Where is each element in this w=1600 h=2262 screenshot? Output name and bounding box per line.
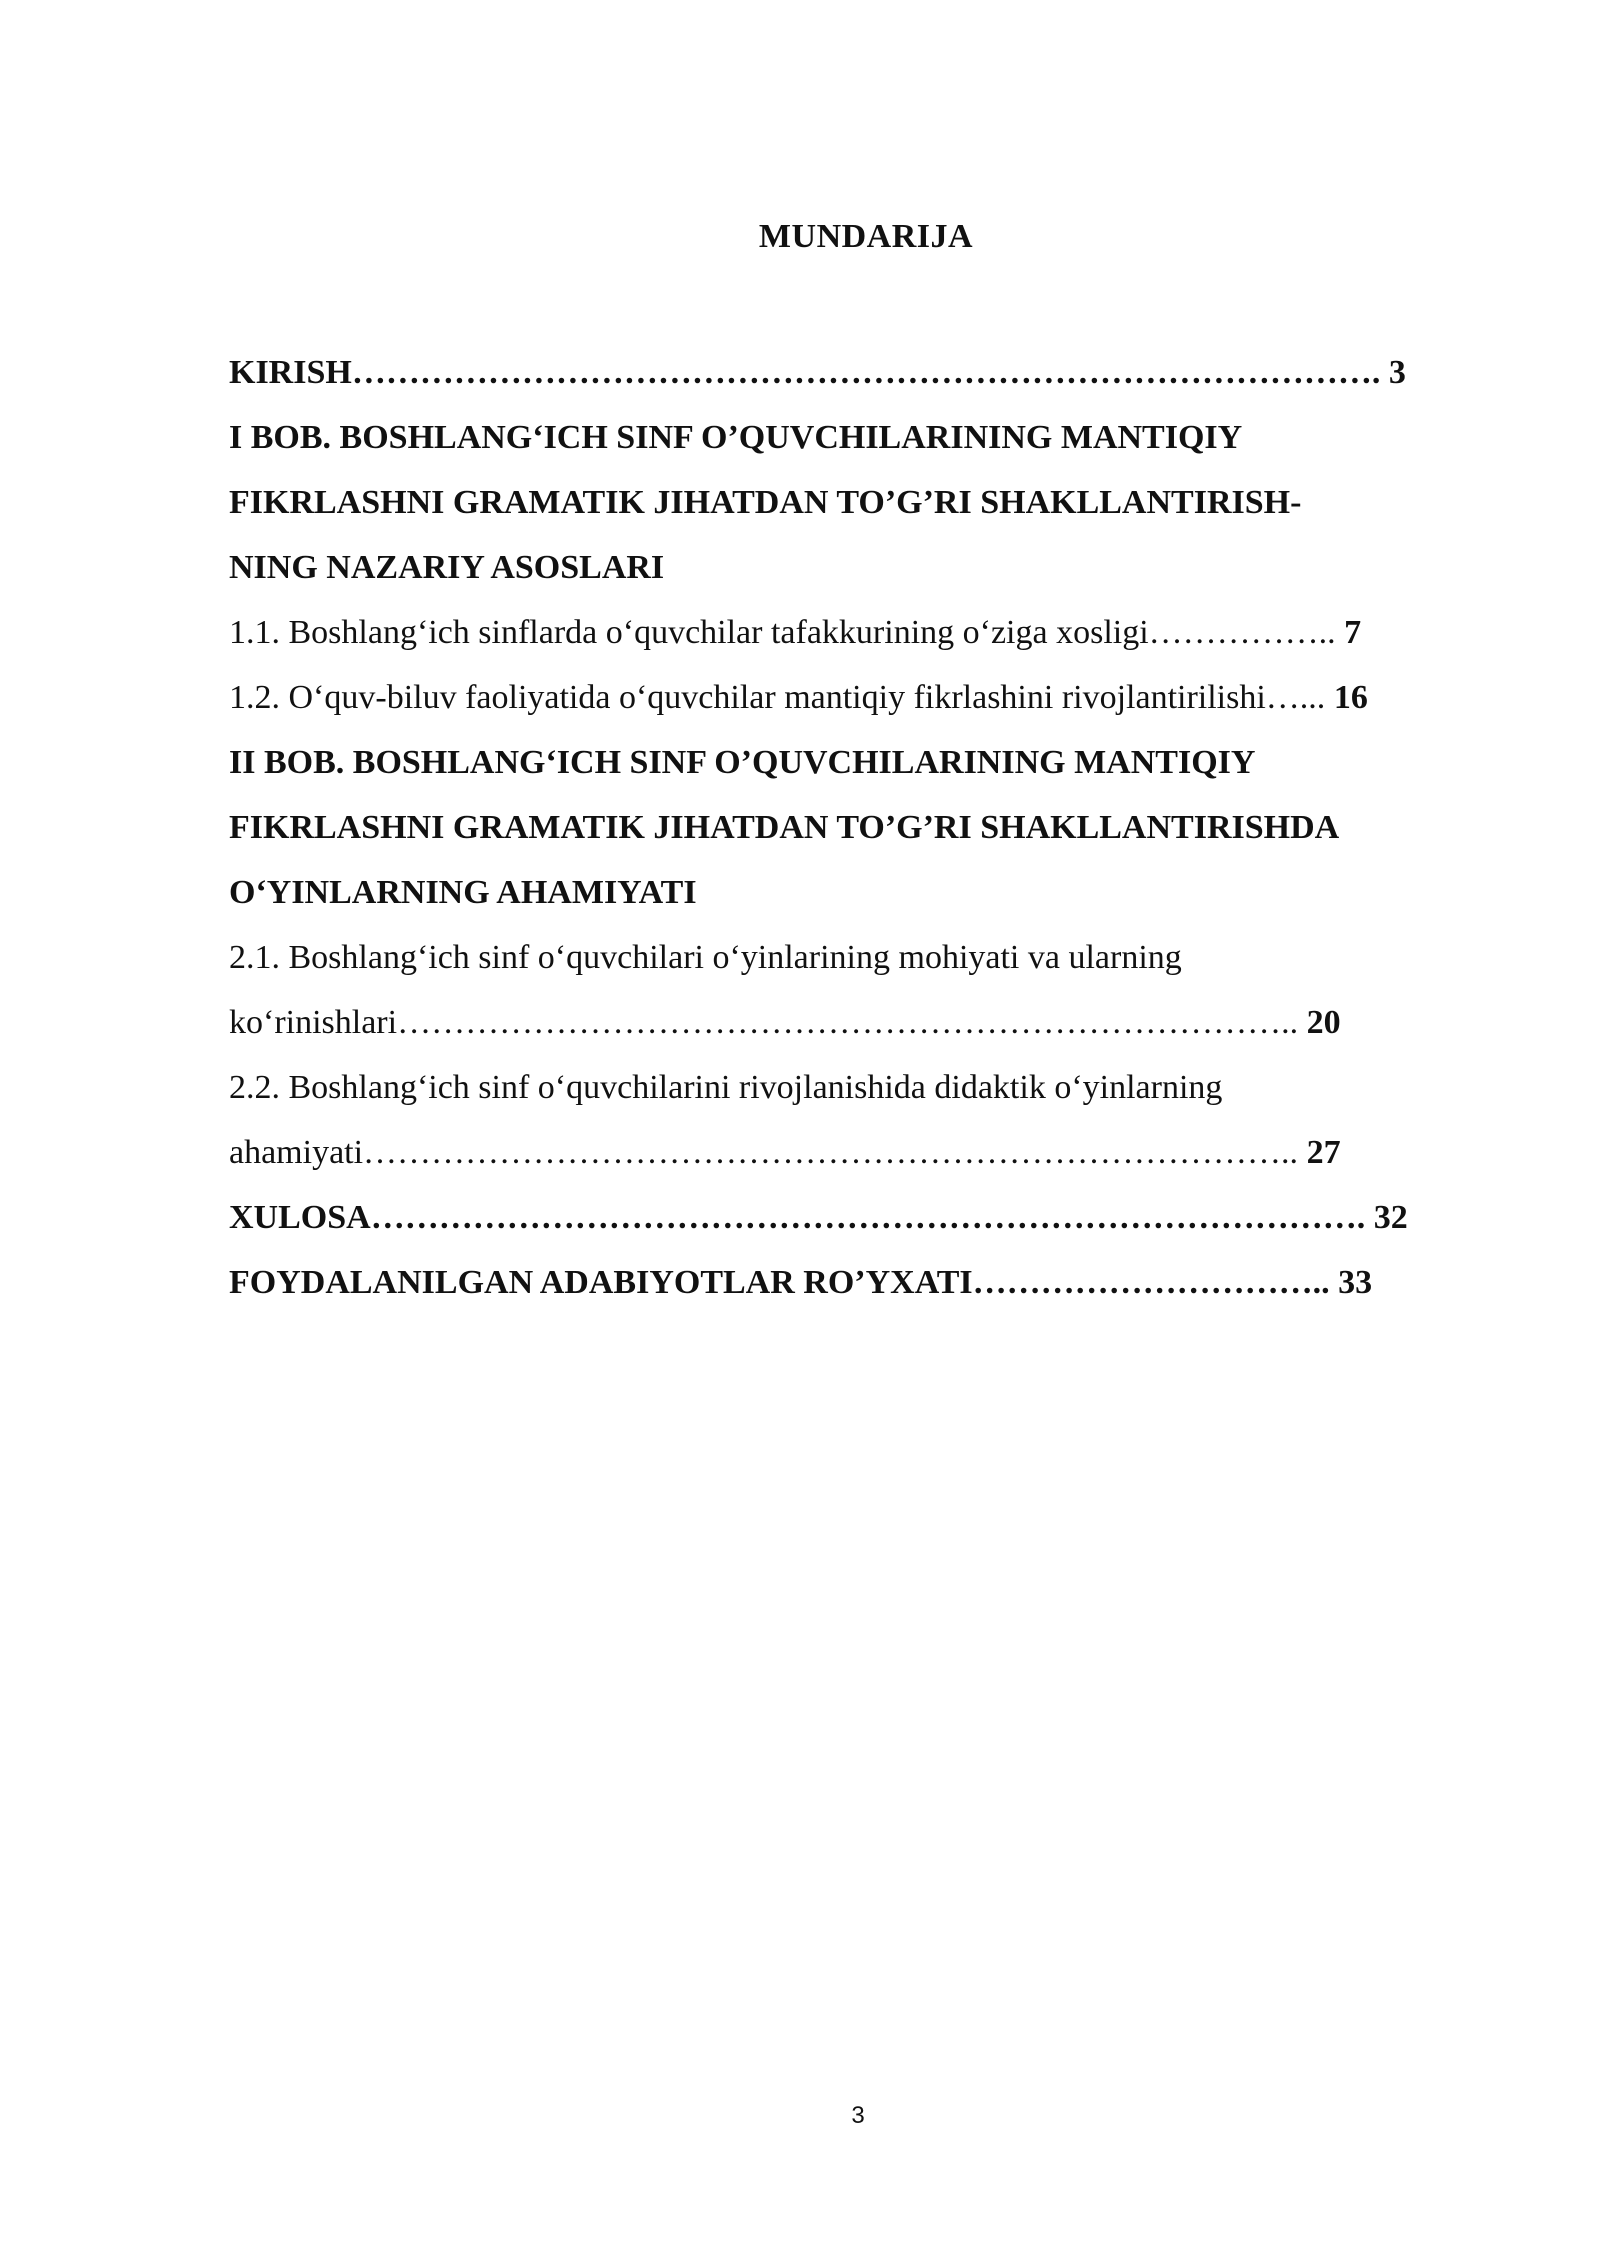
page-number: 3 <box>851 2102 865 2129</box>
toc-section-1-1 <box>229 600 1497 665</box>
toc-section-page: 20 <box>1298 1004 1341 1041</box>
toc-section-2-1-line-2 <box>229 990 1497 1055</box>
toc-chapter-2-line-3: O‘YINLARNING AHAMIYATI <box>229 874 697 911</box>
page-title: MUNDARIJA <box>758 218 974 255</box>
table-of-contents <box>229 340 1497 1315</box>
toc-section-2-1-line-1: 2.1. Boshlang‘ich sinf o‘quvchilari o‘yinlarining mohiyati va ularning <box>229 939 1182 976</box>
toc-section-text: ahamiyati……………………………………………………………………….. <box>229 1134 1299 1171</box>
toc-chapter-2-line-2: FIKRLASHNI GRAMATIK JIHATDAN TO’G’RI SHAKLLANTIRISHDA <box>229 809 1340 846</box>
toc-section-page: 16 <box>1325 679 1368 716</box>
toc-chapter-1-line-3: NING NAZARIY ASOSLARI <box>229 549 665 586</box>
toc-section-text: ko‘rinishlari…………………………………………………………………….. <box>229 1004 1299 1041</box>
toc-entry-xulosa: XULOSA……………………………………………………………………………. 32 <box>229 1199 1408 1236</box>
toc-section-page: 27 <box>1298 1134 1341 1171</box>
toc-section-text: 1.1. Boshlang‘ich sinflarda o‘quvchilar tafakkurining o‘ziga xosligi…………….. <box>229 614 1336 651</box>
toc-section-2-2-line-1: 2.2. Boshlang‘ich sinf o‘quvchilarini rivojlanishida didaktik o‘yinlarning <box>229 1069 1223 1106</box>
toc-section-text: 1.2. O‘quv-biluv faoliyatida o‘quvchilar mantiqiy fikrlashini rivojlantirilishi…... <box>229 679 1326 716</box>
toc-entry-text: KIRISH………………………………………………………………………………. 3 <box>229 354 1406 391</box>
toc-chapter-1-line-2: FIKRLASHNI GRAMATIK JIHATDAN TO’G’RI SHAKLLANTIRISH- <box>229 484 1302 521</box>
toc-chapter-1-line-1: I BOB. BOSHLANG‘ICH SINF O’QUVCHILARINING MANTIQIY <box>229 419 1243 456</box>
toc-section-page: 7 <box>1335 614 1362 651</box>
toc-section-1-2 <box>229 665 1497 730</box>
toc-chapter-2-line-1: II BOB. BOSHLANG‘ICH SINF O’QUVCHILARINING MANTIQIY <box>229 744 1256 781</box>
toc-entry-kirish <box>229 340 1497 405</box>
toc-section-2-2-line-2 <box>229 1120 1497 1185</box>
toc-entry-bibliography: FOYDALANILGAN ADABIYOTLAR RO’YXATI………………………….. 33 <box>229 1264 1373 1301</box>
